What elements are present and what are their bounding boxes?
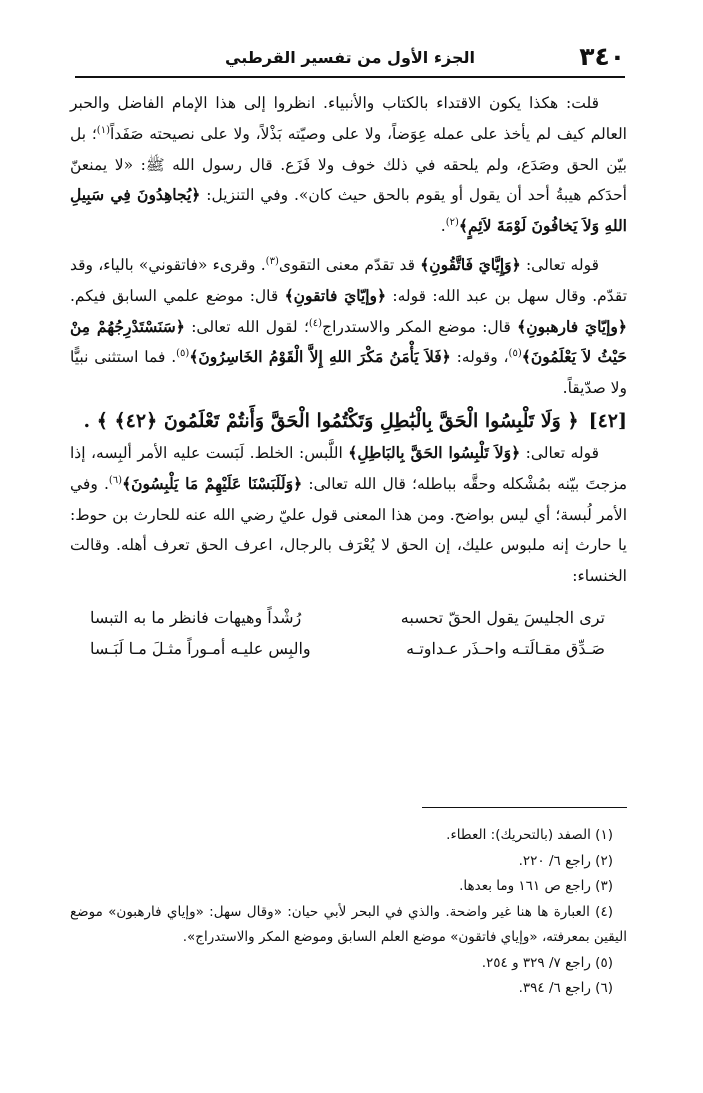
p1-text-b: ؛ بل بيّن الحق وصَدَع، ولم يلحقه في ذلك خوف ولا فَزَع. قال رسول الله ﷺ: «لا يمنعنّ أحدَكم هيبةُ أحد أن يقول أو يقوم بالحق حيث كان». وفي التنزيل: bbox=[70, 124, 627, 205]
quran-quote: ﴿وَإِيَّايَ فَاتَّقُونِ﴾ bbox=[420, 254, 521, 274]
p2-text-d: قال: موضع علمي السابق فيكم. bbox=[70, 286, 279, 305]
footnote-4: (٤) العبارة ها هنا غير واضحة. والذي في البحر لأبي حيان: «وقال سهل: «وإياي فارهبون» موضع اليقين بمعرفته، «وإياي فاتقون» موضع العلم السابق وموضع المكر والاستدراج». bbox=[70, 903, 627, 945]
footnote-2: (٢) راجع ٦/ ٢٢٠. bbox=[518, 852, 613, 869]
footnote-ref-3[interactable]: (٣) bbox=[265, 255, 279, 267]
footnote-ref-6[interactable]: (٦) bbox=[108, 474, 123, 486]
quran-quote: ﴿يُجاهِدُونَ فِي سَبِيلِ اللهِ وَلاَ يَخافُونَ لَوْمَةَ لاَئِمٍ﴾ bbox=[70, 185, 627, 236]
p3-text-c: . وفي الأمر لُبسة؛ أي ليس بواضح. ومن هذا المعنى قول عليّ رضي الله عنه للحارث بن حوط: يا حارث إنه ملبوس عليك، إن الحق لا يُعْرَف بالرجال، اعرف الحق تعرف أهله. وقالت الخنساء: bbox=[70, 474, 627, 586]
quran-quote: ﴿وإيّايَ فاتقونِ﴾ bbox=[284, 285, 387, 305]
quran-quote: ﴿سَنَسْتَدْرِجُهُمْ مِنْ حَيْثُ لاَ يَعْلَمُونَ﴾ bbox=[70, 316, 627, 367]
main-text bbox=[70, 88, 627, 664]
footnotes bbox=[70, 823, 627, 1002]
footnote-ref-5[interactable]: (٥) bbox=[176, 348, 190, 360]
p2-text-a: قوله تعالى: bbox=[525, 255, 599, 274]
footnote-ref-1[interactable]: (١) bbox=[96, 124, 110, 136]
poem-hemistich-second: رُشْداً وهيهات فانظر ما به التبسا bbox=[90, 607, 302, 627]
poem-line bbox=[70, 633, 627, 664]
verse-heading bbox=[70, 404, 627, 438]
footnote-ref-5[interactable]: (٥) bbox=[508, 348, 522, 360]
quran-quote: ﴿فَلاَ يَأْمَنُ مَكْرَ اللهِ إِلاَّ الْقَوْمُ الخَاسِرُونَ﴾ bbox=[189, 347, 451, 367]
quran-quote: ﴿وَلاَ تَلْبِسُوا الحَقَّ بِالبَاطِلِ﴾ bbox=[348, 442, 521, 462]
footnote-rule bbox=[422, 807, 627, 808]
header-rule bbox=[75, 76, 625, 78]
footnote-6: (٦) راجع ٦/ ٣٩٤. bbox=[518, 980, 613, 996]
verse-number: [٤٢] bbox=[588, 409, 627, 432]
footnote-3: (٣) راجع ص ١٦١ وما بعدها. bbox=[459, 878, 613, 894]
p1-text: قلت: هكذا يكون الاقتداء بالكتاب والأنبياء. انظروا إلى هذا الإمام الفاضل والحبر العالم كيف لم يأخذ على عمله عِوَضاً، ولا على وصيّته بَذْلاً، ولا على نصيحته صَفَداً bbox=[70, 94, 627, 143]
paragraph-1 bbox=[70, 88, 627, 242]
poem-hemistich-second: والبِس عليـه أمـوراً مثـلَ مـا لَبَـسا bbox=[90, 638, 311, 658]
p2-text-h: . فما استثنى نبيًّا ولا صدّيقاً. bbox=[70, 348, 627, 398]
p3-text-b: اللَّبس: الخلط. لَبَست عليه الأمر ألبِسه، إذا مزجتَ بيّنه بمُشْكله وحقَّه بباطله؛ قال الله تعالى: bbox=[70, 443, 628, 493]
footnote-ref-2[interactable]: (٢) bbox=[445, 217, 459, 229]
paragraph-3 bbox=[70, 438, 627, 592]
verse-text: ﴿ وَلَا تَلْبِسُوا الْحَقَّ بِالْبَٰطِلِ وَتَكْتُمُوا الْحَقَّ وَأَنتُمْ تَعْلَمُونَ ﴿٤٢﴾ ﴾ . bbox=[83, 409, 579, 432]
footnote-5: (٥) راجع ٧/ ٣٢٩ و ٢٥٤. bbox=[481, 954, 613, 971]
quran-quote: ﴿وإيّايَ فارهبونِ﴾ bbox=[517, 316, 627, 336]
p2-text-e: قال: موضع المكر والاستدراج bbox=[322, 317, 511, 336]
quran-quote: ﴿وَلَلَبَسْنَا عَلَيْهِمْ مَا يَلْبِسُونَ﴾ bbox=[122, 473, 303, 493]
page-number: ٣٤٠ bbox=[579, 42, 625, 71]
p3-text-a: قوله تعالى: bbox=[525, 443, 599, 462]
p2-text-f: ؛ لقول الله تعالى: bbox=[191, 317, 309, 336]
poem-hemistich-first: ترى الجليسَ يقول الحقّ تحسبه bbox=[400, 607, 605, 627]
poem-line bbox=[70, 602, 627, 633]
p2-text-g: ، وقوله: bbox=[456, 348, 509, 367]
paragraph-2 bbox=[70, 250, 627, 404]
p1-end: . bbox=[440, 217, 446, 236]
p2-text-c: . وقرىء «فاتقوني» بالياء، وقد تقدّم. وقال سهل بن عبد الله: قوله: bbox=[70, 255, 628, 305]
running-title: الجزء الأول من تفسير القرطبي bbox=[225, 48, 476, 67]
page-header bbox=[75, 38, 625, 78]
poem bbox=[70, 602, 627, 664]
poem-hemistich-first: صَـدِّق مقـالَتـه واحـذَر عـداوتـه bbox=[406, 638, 605, 658]
p2-text-b: قد تقدّم معنى التقوى bbox=[278, 255, 415, 274]
footnote-ref-4[interactable]: (٤) bbox=[308, 317, 323, 329]
footnote-1: (١) الصفد (بالتحريك): العطاء. bbox=[446, 827, 613, 843]
